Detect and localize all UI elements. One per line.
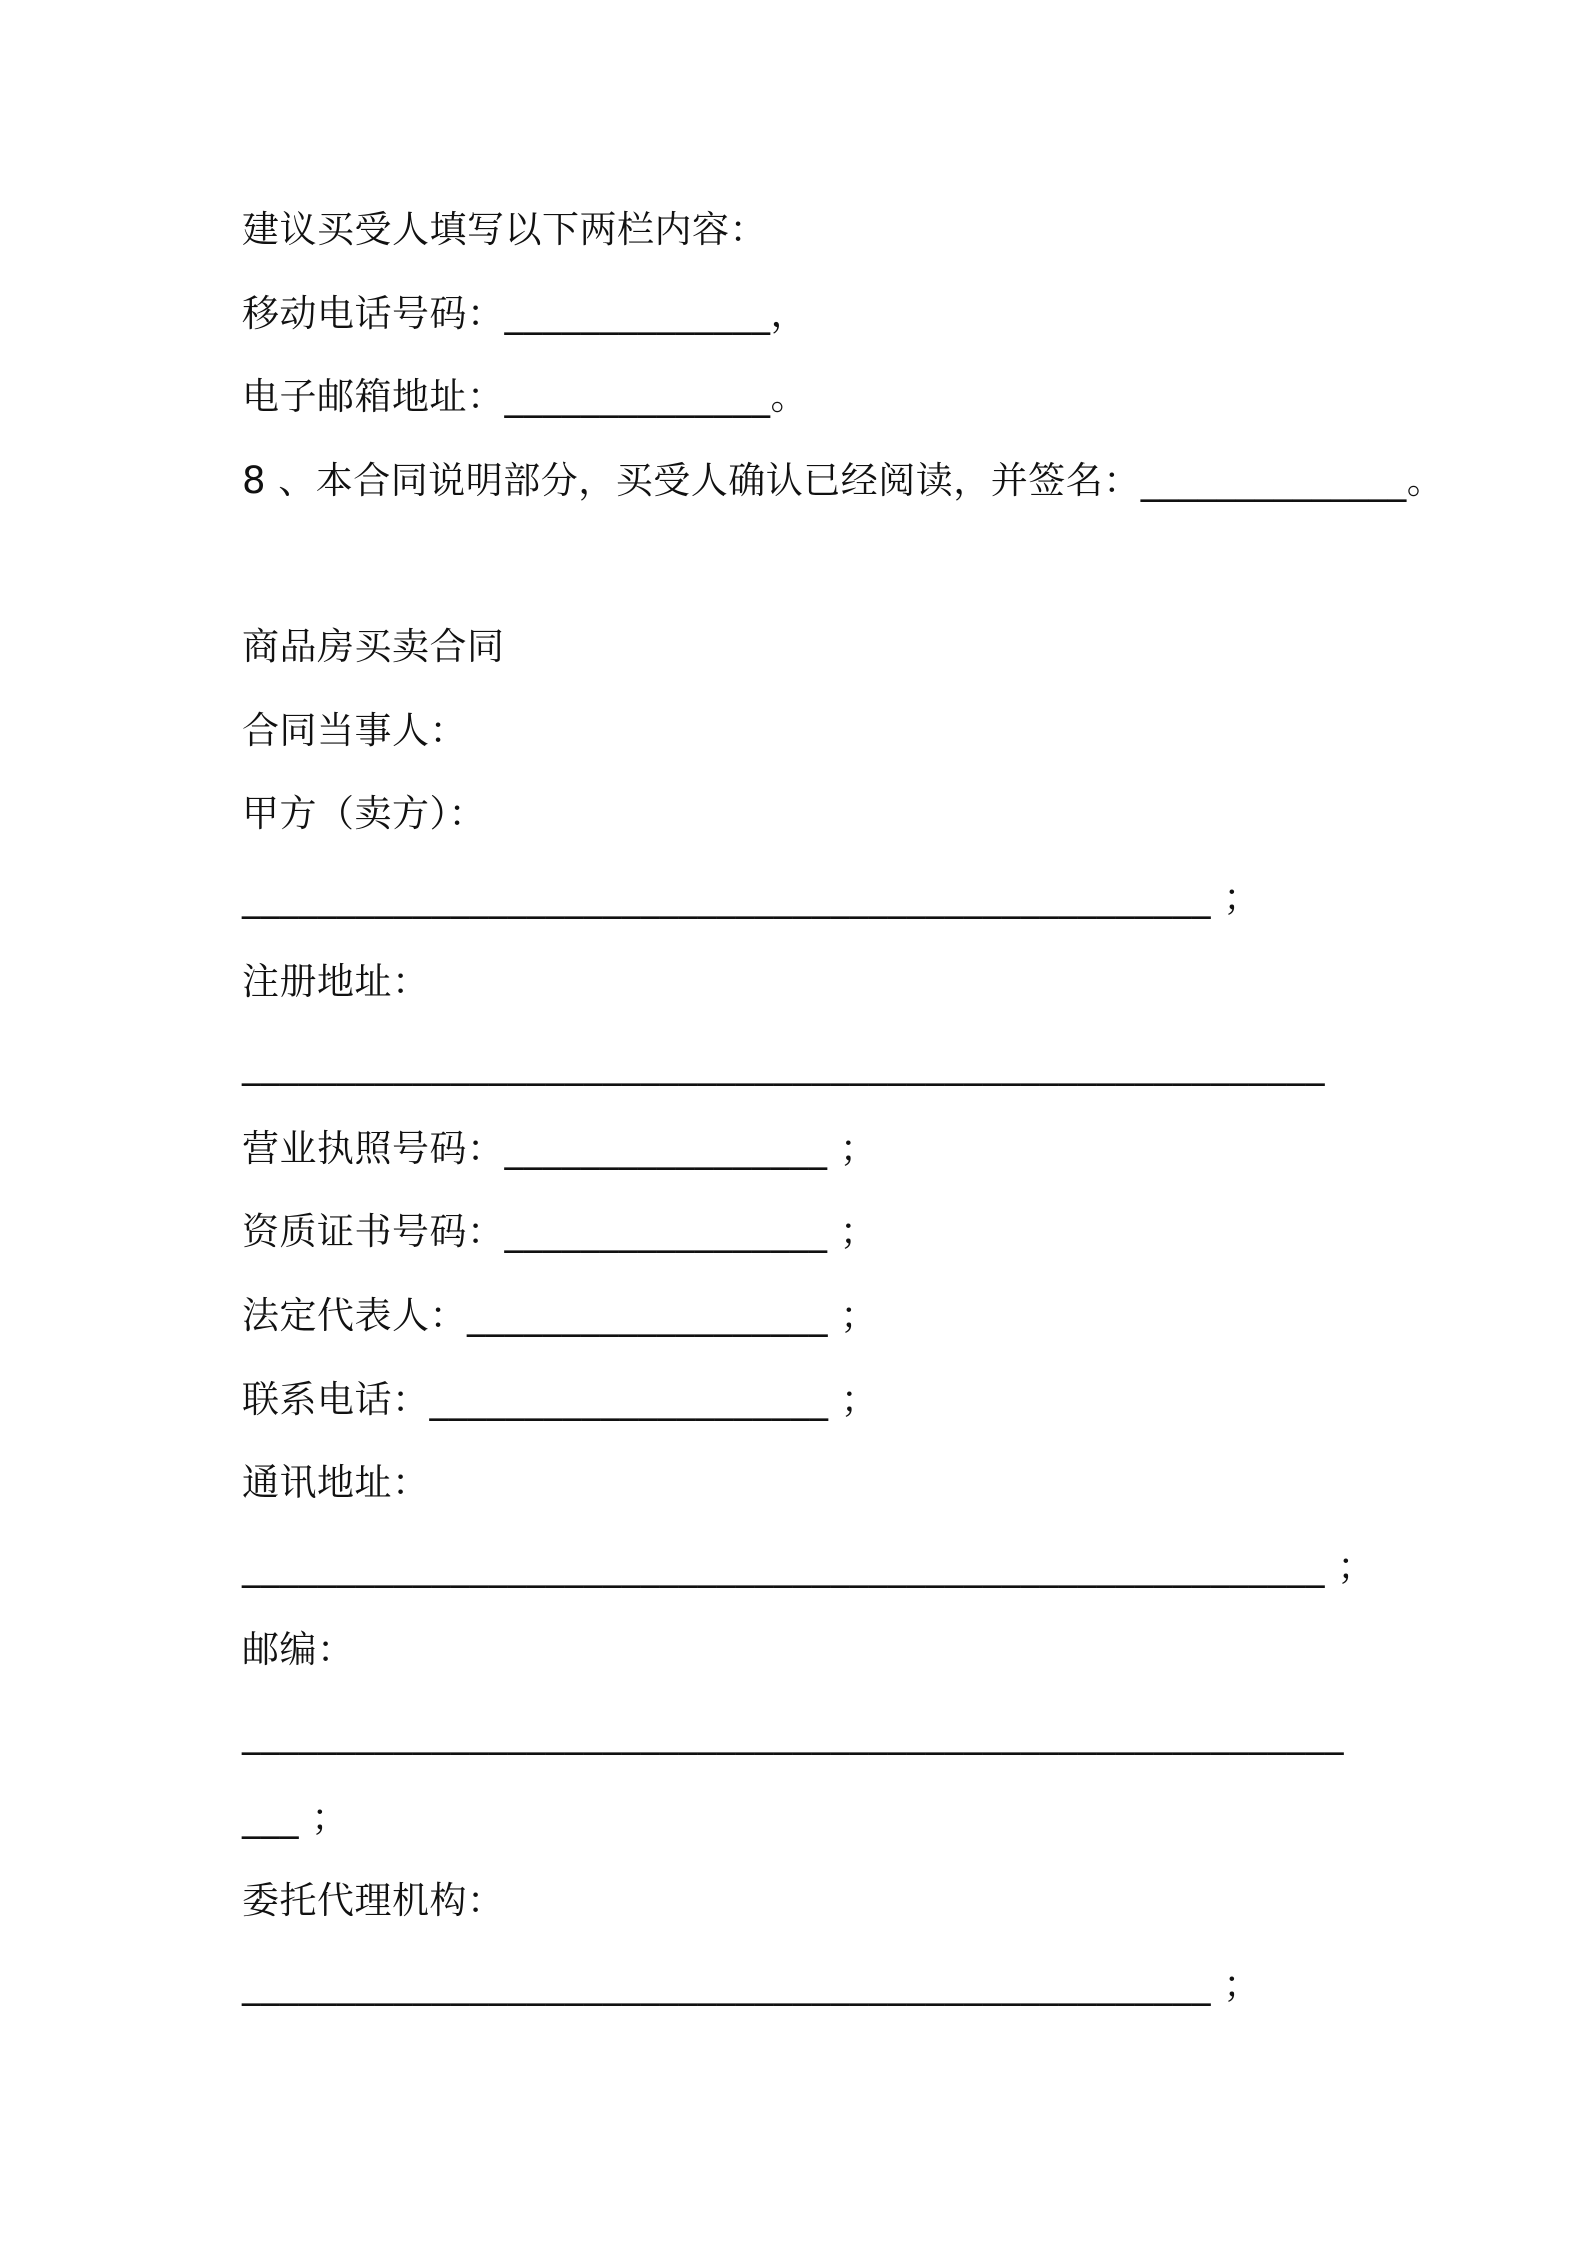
mailing-address-blank: _________________________________________________________ ；: [242, 1545, 1375, 1588]
agency-blank: ___________________________________________________ ；: [242, 1963, 1261, 2006]
registered-address-label: 注册地址：: [242, 960, 430, 1003]
mobile-phone-field: 移动电话号码：______________，: [242, 292, 808, 335]
postcode-blank-end: ___ ；: [242, 1796, 349, 1839]
registered-address-blank: _________________________________________________________: [242, 1043, 1325, 1086]
party-a-blank: ___________________________________________________ ；: [242, 876, 1261, 919]
postcode-blank: __________________________________________________________: [242, 1712, 1344, 1755]
party-a-label: 甲方（卖方）：: [242, 792, 486, 835]
contract-title: 商品房买卖合同: [242, 625, 505, 668]
postcode-label: 邮编：: [242, 1628, 355, 1671]
contact-phone-field: 联系电话：_____________________ ；: [242, 1378, 879, 1421]
agency-label: 委托代理机构：: [242, 1879, 505, 1922]
business-license-field: 营业执照号码：_________________ ；: [242, 1127, 878, 1170]
parties-heading: 合同当事人：: [242, 709, 467, 752]
legal-representative-field: 法定代表人：___________________ ；: [242, 1294, 878, 1337]
mailing-address-label: 通讯地址：: [242, 1461, 430, 1504]
qualification-cert-field: 资质证书号码：_________________ ；: [242, 1210, 878, 1253]
confirmation-signature-line: 8 、本合同说明部分，买受人确认已经阅读，并签名：______________。: [242, 459, 1445, 502]
email-field: 电子邮箱地址：______________。: [242, 375, 808, 418]
instruction-text: 建议买受人填写以下两栏内容：: [242, 208, 767, 251]
